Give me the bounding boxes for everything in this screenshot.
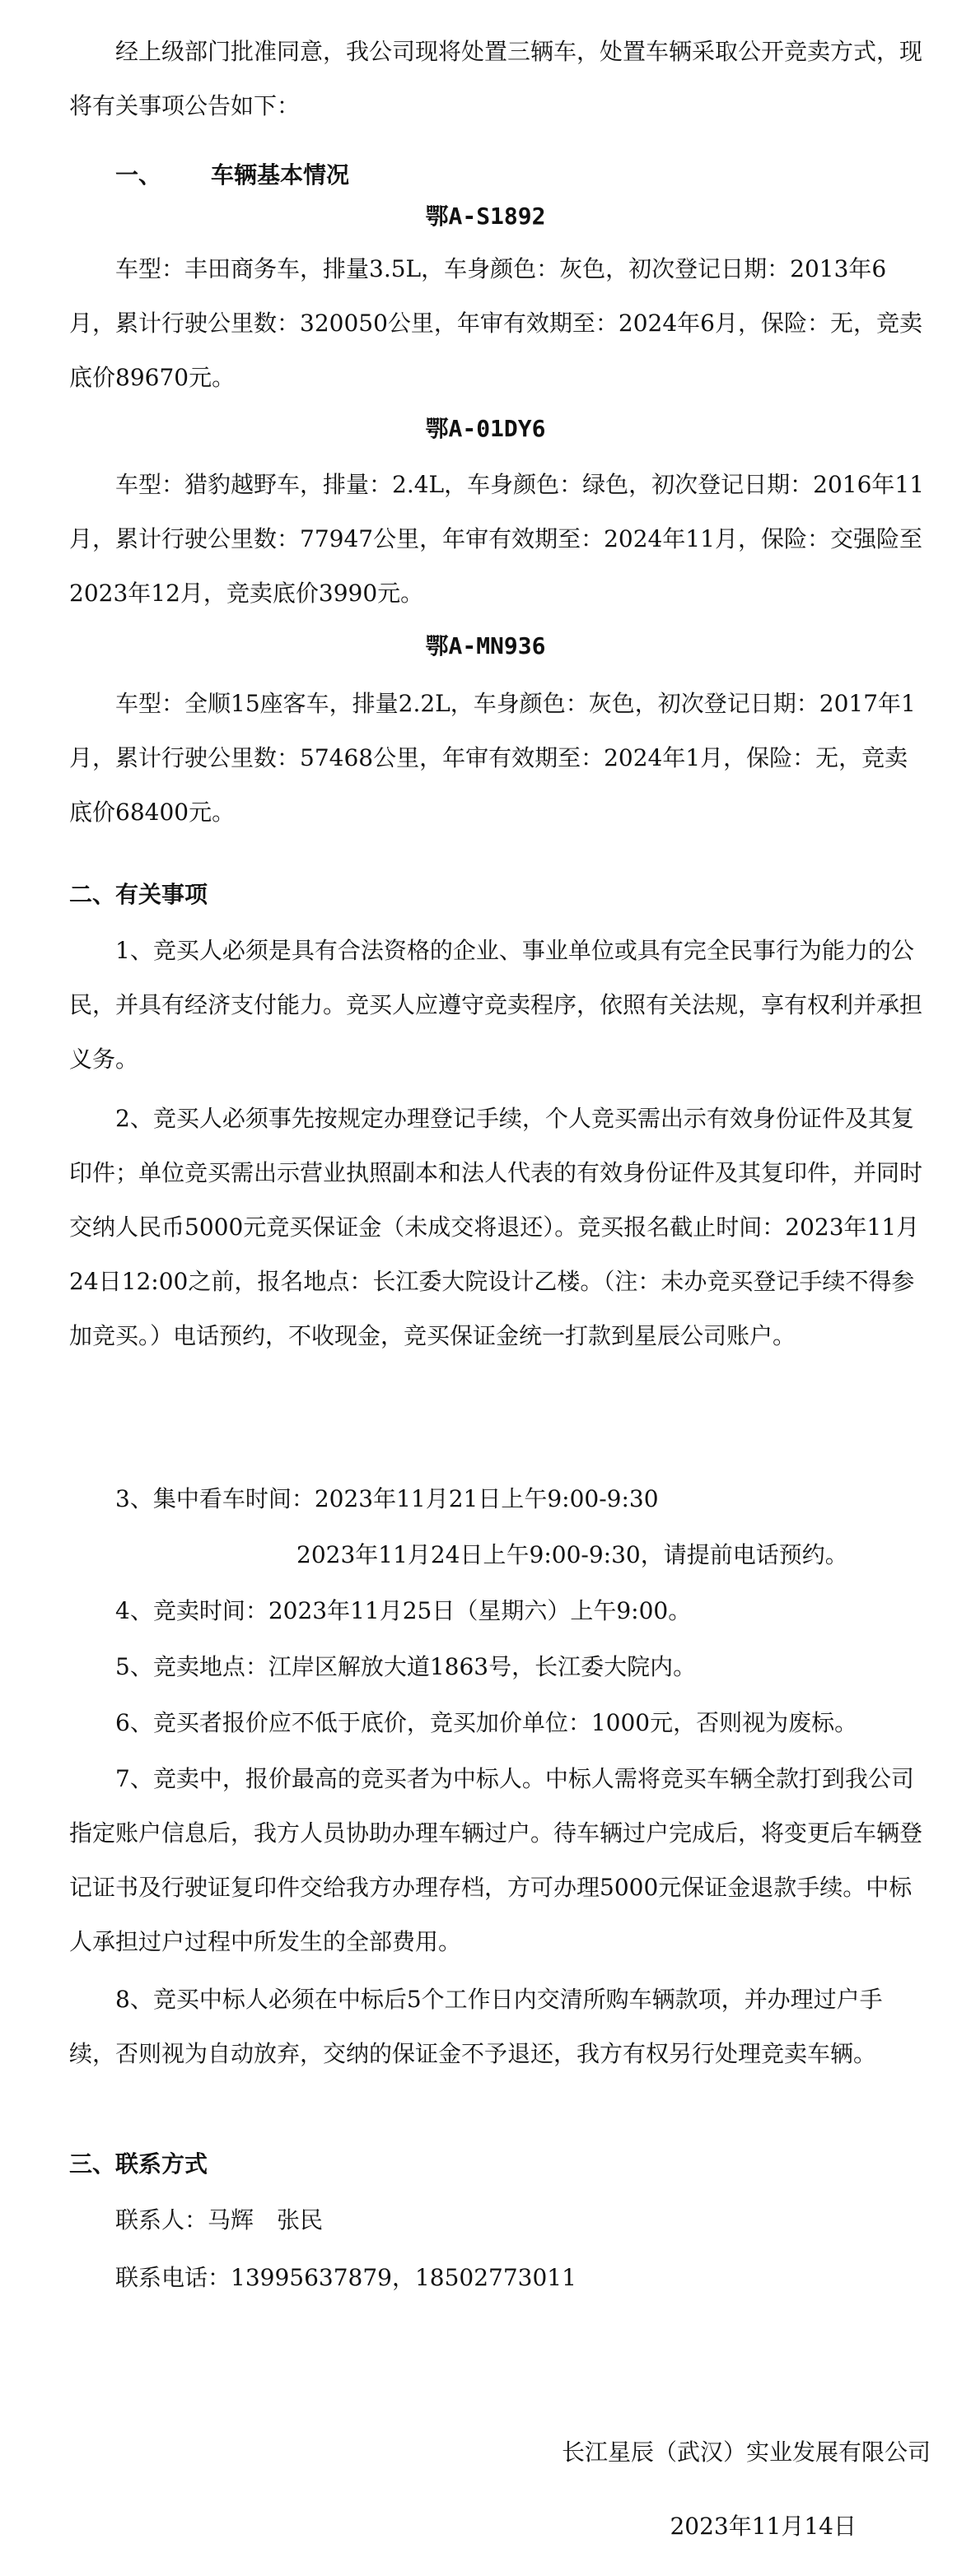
item-4: 4、竞卖时间：2023年11月25日（星期六）上午9:00。 bbox=[115, 1597, 692, 1624]
section1-number: 一、 bbox=[115, 161, 162, 189]
item-3-line-2: 2023年11月24日上午9:00-9:30，请提前电话预约。 bbox=[296, 1541, 848, 1568]
vehicle-plate-3: 鄂A-MN936 bbox=[425, 632, 546, 659]
signature-date: 2023年11月14日 bbox=[670, 2513, 857, 2540]
vehicle-desc-2: 车型：猎豹越野车，排量：2.4L，车身颜色：绿色，初次登记日期：2016年11月，累计行驶公里数：77947公里，年审有效期至：2024年11月，保险：交强险至2023年12月，竞卖底价3990元。 bbox=[69, 471, 925, 607]
section1-title: 车辆基本情况 bbox=[211, 161, 350, 189]
item-2: 2、竞买人必须事先按规定办理登记手续，个人竞买需出示有效身份证件及其复印件；单位竞买需出示营业执照副本和法人代表的有效身份证件及其复印件，并同时交纳人民币5000元竞买保证金（未成交将退还）。竞买报名截止时间：2023年11月24日12:00之前，报名地点：长江委大院设计乙楼。（注：未办竞买登记手续不得参加竞买。）电话预约，不收现金，竞买保证金统一打款到星辰公司账户。 bbox=[69, 1105, 923, 1349]
vehicle-plate-2: 鄂A-01DY6 bbox=[425, 415, 546, 442]
vehicle-desc-1: 车型：丰田商务车，排量3.5L，车身颜色：灰色，初次登记日期：2013年6月，累计行驶公里数：320050公里，年审有效期至：2024年6月，保险：无，竞卖底价89670元。 bbox=[69, 255, 922, 391]
intro-paragraph: 经上级部门批准同意，我公司现将处置三辆车，处置车辆采取公开竞卖方式，现将有关事项公告如下： bbox=[69, 38, 923, 119]
section3-heading: 三、联系方式 bbox=[69, 2150, 208, 2178]
item-1: 1、竞买人必须是具有合法资格的企业、事业单位或具有完全民事行为能力的公民，并具有经济支付能力。竞买人应遵守竞卖程序，依照有关法规，享有权利并承担义务。 bbox=[69, 937, 923, 1073]
item-6: 6、竞买者报价应不低于底价，竞买加价单位：1000元，否则视为废标。 bbox=[115, 1709, 858, 1736]
item-7: 7、竞卖中，报价最高的竞买者为中标人。中标人需将竞买车辆全款打到我公司指定账户信息后，我方人员协助办理车辆过户。待车辆过户完成后，将变更后车辆登记证书及行驶证复印件交给我方办理存档，方可办理5000元保证金退款手续。中标人承担过户过程中所发生的全部费用。 bbox=[69, 1765, 923, 1955]
vehicle-desc-3: 车型：全顺15座客车，排量2.2L，车身颜色：灰色，初次登记日期：2017年1月，累计行驶公里数：57468公里，年审有效期至：2024年1月，保险：无，竞卖底价68400元。 bbox=[69, 690, 916, 826]
section2-heading: 二、有关事项 bbox=[69, 881, 208, 908]
vehicle-plate-1: 鄂A-S1892 bbox=[425, 203, 546, 230]
item-5: 5、竞卖地点：江岸区解放大道1863号，长江委大院内。 bbox=[115, 1653, 697, 1680]
contact-phone: 联系电话：13995637879，18502773011 bbox=[115, 2264, 577, 2291]
signature-company: 长江星辰（武汉）实业发展有限公司 bbox=[561, 2439, 931, 2466]
item-8: 8、竞买中标人必须在中标后5个工作日内交清所购车辆款项，并办理过户手续，否则视为自动放弃，交纳的保证金不予退还，我方有权另行处理竞卖车辆。 bbox=[69, 1986, 883, 2067]
contact-person: 联系人：马辉 张民 bbox=[115, 2206, 324, 2234]
item-3-line-1: 3、集中看车时间：2023年11月21日上午9:00-9:30 bbox=[115, 1485, 659, 1512]
